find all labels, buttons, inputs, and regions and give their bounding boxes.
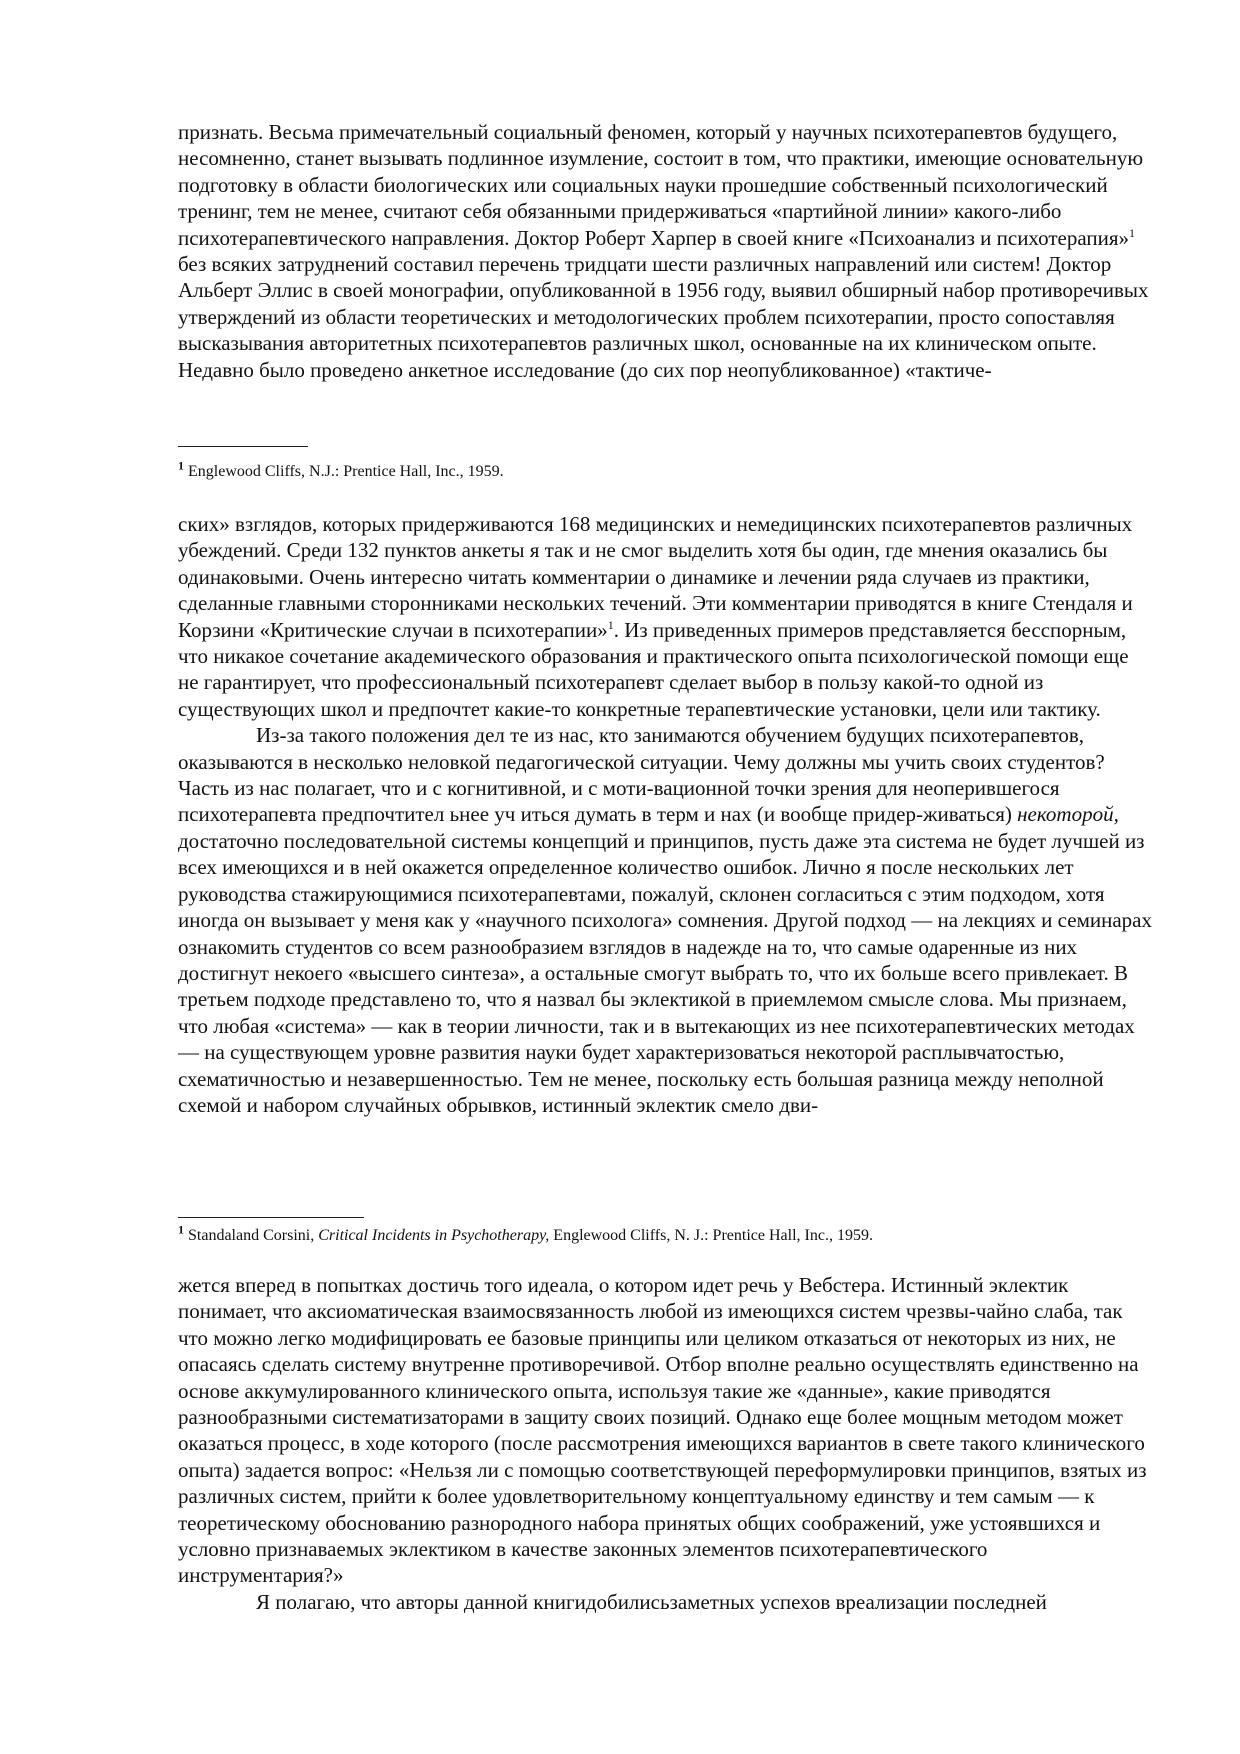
footnote-separator [178,446,308,447]
paragraph-text: ских» взглядов, которых придерживаются 168 медицинских и немедицинских психотерапевтов различных убеждений. Среди 132 пунктов анкеты я так и не смог выделить хотя бы один, где мнения оказались бы одинаковыми. Очень интересно читать комментарии о динамике и лечении ряда случаев из практики, сделанные главными сторонниками нескольких течений. Эти комментарии приводятся в книге Стендаля и Корзини «Критические случаи в психотерапии» [178,512,1133,642]
paragraph [178,511,1153,722]
footnote-text: Englewood Cliffs, N. J.: Prentice Hall, Inc., 1959. [549,1227,873,1244]
paragraph [178,722,1153,1118]
footnote-mark: 1 [178,458,184,473]
footnote-text: Standaland Corsini, [184,1227,319,1244]
footnote-1 [178,458,1153,482]
text-block-2 [178,511,1153,1118]
footnote-mark: 1 [178,1222,184,1237]
paragraph-text: признать. Весьма примечательный социальный феномен, который у научных психотерапевтов будущего, несомненно, станет вызывать подлинное изумление, состоит в том, что практики, имеющие основательную подготовку в области биологических или социальных науки прошедшие собственный психологический тренинг, тем не менее, считают себя обязанными придерживаться «партийной линии» какого-либо психотерапевтического направления. Доктор Роберт Харпер в своей книге «Психоанализ и психотерапия» [178,120,1144,250]
footnote-text: Englewood Cliffs, N.J.: Prentice Hall, Inc., 1959. [184,463,504,480]
paragraph: Я полагаю, что авторы данной книгидобилисьзаметных успехов вреализации последней [256,1589,1047,1614]
paragraph [178,119,1153,383]
emphasis-text: некоторой, [1017,802,1119,827]
footnote-separator [178,1217,364,1218]
text-block-1 [178,119,1153,383]
footnote-reference: 1 [607,617,614,632]
footnote-reference: 1 [1129,225,1136,240]
text-block-3 [178,1272,1153,1615]
paragraph: жется вперед в попытках достичь того идеала, о котором идет речь у Вебстера. Истинный эклектик понимает, что аксиоматическая взаимосвязанность любой из имеющихся систем чрезвы-чайно слаба, так что можно легко модифицировать ее базовые принципы или целиком отказаться от некоторых из них, не опасаясь сделать систему внутренне противоречивой. Отбор вполне реально осуществлять единственно на основе аккумулированного клинического опыта, используя такие же «данные», какие приводятся разнообразными систематизаторами в защиту своих позиций. Однако еще более мощным методом может оказаться процесс, в ходе которого (после рассмотрения имеющихся вариантов в свете такого клинического опыта) задается вопрос: «Нельзя ли с помощью соответствующей переформулировки принципов, взятых из различных систем, прийти к более удовлетворительному концептуальному единству и тем самым — к теоретическому обоснованию разнородного набора принятых общих соображений, уже устоявшихся и условно признаваемых эклектиком в качестве законных элементов психотерапевтического инструментария?» [178,1273,1147,1588]
paragraph-text: . Из приведенных примеров представляется бесспорным, что никакое сочетание академического образования и практического опыта психологической помощи еще не гарантирует, что профессиональный психотерапевт сделает выбор в пользу какой-то одной из существующих школ и предпочтет какие-то конкретные терапевтические установки, цели или тактику. [178,617,1129,721]
paragraph-text: Из-за такого положения дел те из нас, кто занимаются обучением будущих психотерапевтов, оказываются в несколько неловкой педагогической ситуации. Чему должны мы учить своих студентов? Часть из нас полагает, что и с когнитивной, и с моти-вационной точки зрения для неоперившегося психотерапевта предпочтител ьнее уч иться думать в терм и нах (и вообще придер-живаться) [178,723,1105,827]
footnote-2 [178,1222,1153,1246]
paragraph-text: достаточно последовательной системы концепций и принципов, пусть даже эта система не будет лучшей из всех имеющихся и в ней окажется определенное количество ошибок. Лично я после нескольких лет руководства стажирующимися психотерапевтами, пожалуй, склонен согласиться с этим подходом, хотя иногда он вызывает у меня как у «научного психолога» сомнения. Другой подход — на лекциях и семинарах ознакомить студентов со всем разнообразием взглядов в надежде на то, что самые одаренные из них достигнут некоего «высшего синтеза», а остальные смогут выбрать то, что их больше всего привлекает. В третьем подходе представлено то, что я назвал бы эклектикой в приемлемом смысле слова. Мы признаем, что любая «система» — как в теории личности, так и в вытекающих из нее психотерапевтических методах — на существующем уровне развития науки будет характеризоваться некоторой расплывчатостью, схематичностью и незавершенностью. Тем не менее, поскольку есть большая разница между неполной схемой и набором случайных обрывков, истинный эклектик смело дви- [178,828,1152,1117]
paragraph-text: без всяких затруднений составил перечень тридцати шести различных направлений или систем! Доктор Альберт Эллис в своей монографии, опубликованной в 1956 году, выявил обширный набор противоречивых утверждений из области теоретических и методологических проблем психотерапии, просто сопоставляя высказывания авторитетных психотерапевтов различных школ, основанные на их клиническом опыте. Недавно было проведено анкетное исследование (до сих пор неопубликованное) «тактиче- [178,252,1149,382]
footnote-book-title: Critical Incidents in Psychotherapy, [318,1227,550,1244]
